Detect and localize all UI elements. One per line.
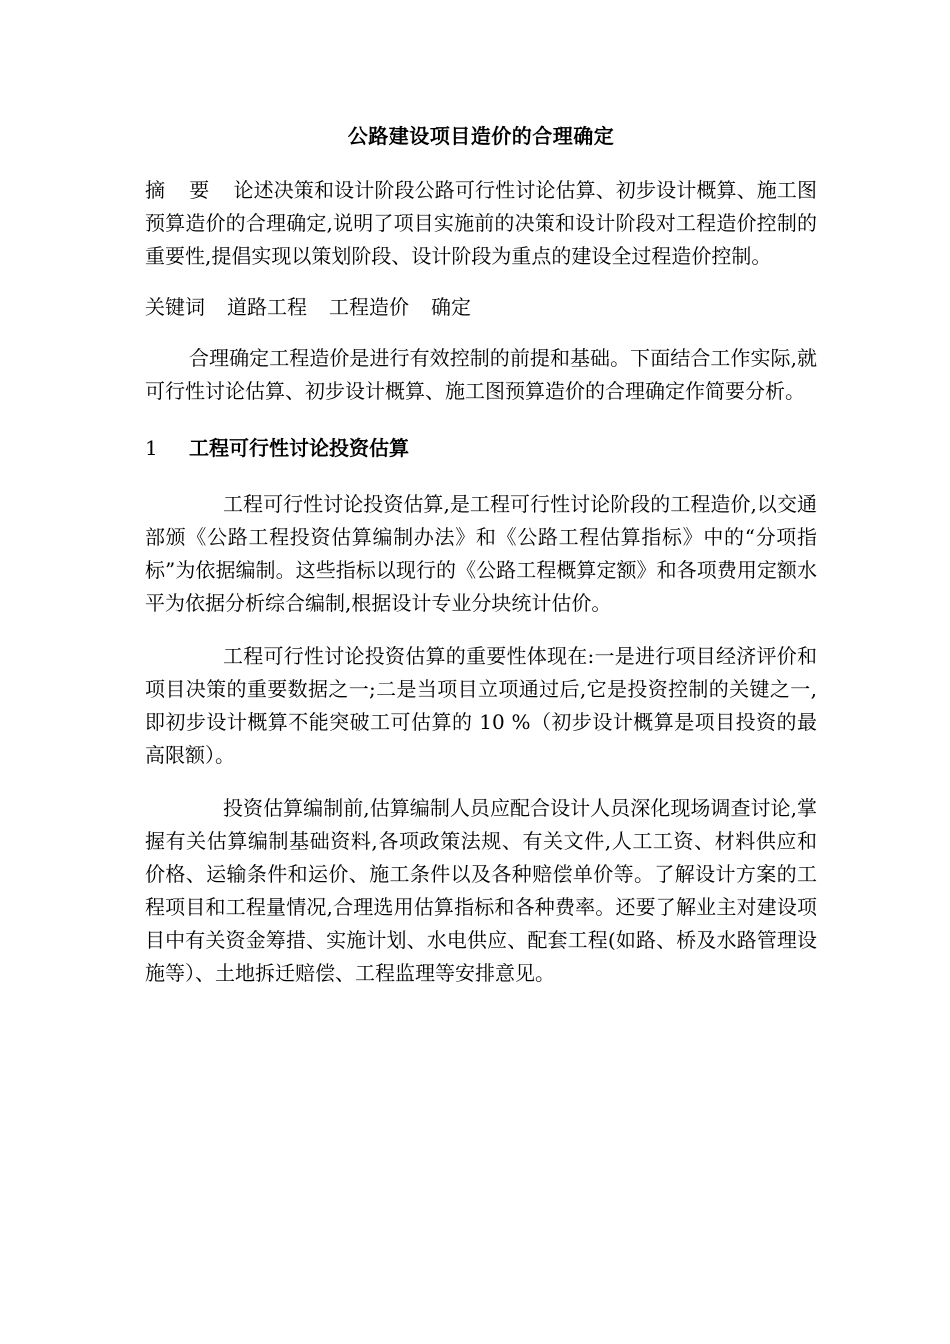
- body-paragraph: 投资估算编制前,估算编制人员应配合设计人员深化现场调查讨论,掌握有关估算编制基础资料,各项政策法规、有关文件,人工工资、材料供应和价格、运输条件和运价、施工条件以及各种赔偿单价等。了解设计方案的工程项目和工程量情况,合理选用估算指标和各种费率。还要了解业主对建设项目中有关资金筹措、实施计划、水电供应、配套工程(如路、桥及水路管理设施等）、土地拆迁赔偿、工程监理等安排意见。: [145, 796, 817, 985]
- intro-paragraph: 合理确定工程造价是进行有效控制的前提和基础。下面结合工作实际,就可行性讨论估算、初步设计概算、施工图预算造价的合理确定作简要分析。: [145, 346, 817, 403]
- keyword-item: 确定: [431, 295, 471, 319]
- section-number: 1: [145, 436, 158, 460]
- keyword-item: 道路工程: [227, 295, 307, 319]
- body-paragraph: 工程可行性讨论投资估算,是工程可行性讨论阶段的工程造价,以交通部颁《公路工程投资估算编制办法》和《公路工程估算指标》中的“分项指标”为依据编制。这些指标以现行的《公路工程概算定额》和各项费用定额水平为依据分析综合编制,根据设计专业分块统计估价。: [145, 492, 817, 615]
- abstract-label: [145, 178, 209, 202]
- abstract-label-char-2: 要: [189, 178, 210, 202]
- abstract: [145, 174, 817, 273]
- body-paragraph: 工程可行性讨论投资估算的重要性体现在:一是进行项目经济评价和项目决策的重要数据之一;二是当项目立项通过后,它是投资控制的关键之一,即初步设计概算不能突破工可估算的 10 %（初步设计概算是项目投资的最高限额）。: [145, 644, 817, 767]
- section-heading: [145, 430, 817, 466]
- document-title: 公路建设项目造价的合理确定: [347, 124, 615, 148]
- keyword-item: 工程造价: [329, 295, 409, 319]
- document-page: [145, 118, 817, 1010]
- abstract-text: 论述决策和设计阶段公路可行性讨论估算、初步设计概算、施工图预算造价的合理确定,说明了项目实施前的决策和设计阶段对工程造价控制的重要性,提倡实现以策划阶段、设计阶段为重点的建设全过程造价控制。: [145, 178, 817, 268]
- section-title: 工程可行性讨论投资估算: [189, 436, 409, 460]
- keywords: [145, 291, 817, 324]
- abstract-label-char-1: 摘: [145, 178, 166, 202]
- keywords-label: 关键词: [145, 295, 205, 319]
